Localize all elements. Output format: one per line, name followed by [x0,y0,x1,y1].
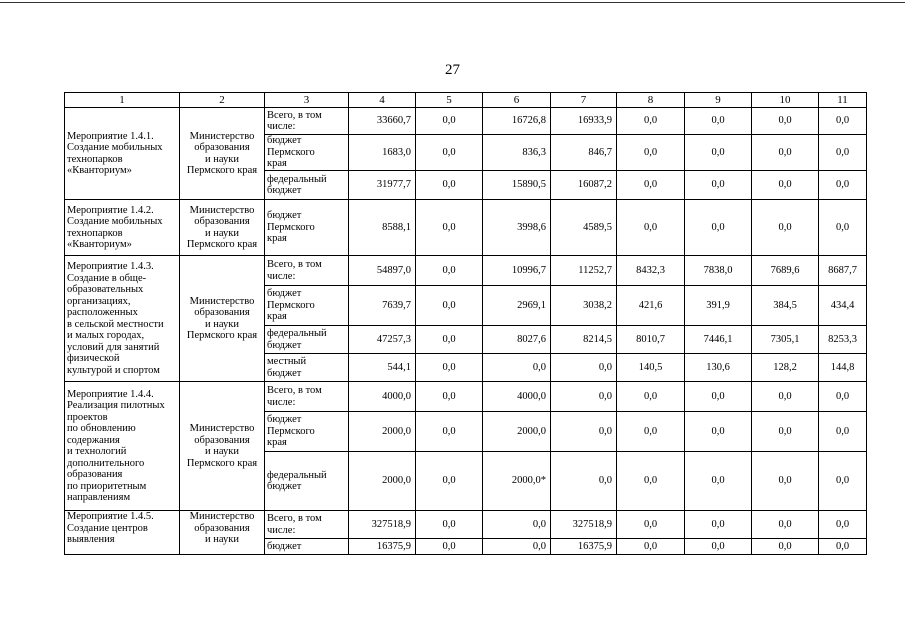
value-cell: 0,0 [819,135,867,171]
column-header: 2 [180,93,265,108]
cell-line: края [267,158,287,170]
cell-line: Создание мобильных [67,142,163,153]
table-row [65,108,867,135]
value-cell: 0,0 [617,108,685,135]
value-cell: 0,0 [685,539,752,555]
cell-line: по обновлению [67,423,136,434]
column-header: 11 [819,93,867,108]
cell-line: Создание центров [67,522,148,534]
cell-line: Пермского края [186,457,258,469]
cell-line: Всего, в том [267,513,322,524]
value-cell: 0,0 [752,382,819,412]
cell-line: Мероприятие 1.4.1. [67,130,154,142]
value-cell: 7305,1 [752,326,819,354]
column-header: 7 [551,93,617,108]
table-row [65,200,867,256]
value-cell: 4000,0 [349,382,416,412]
cell-line: технопарков [67,153,123,165]
value-cell: 0,0 [819,382,867,412]
cell-line: Министерство [189,423,255,434]
value-cell: 8027,6 [483,326,551,354]
cell-line: Пермского края [186,165,258,176]
cell-line: бюджет [267,339,302,351]
value-cell: 0,0 [551,452,617,511]
cell-line: направлениям [67,492,131,503]
value-cell: 0,0 [752,452,819,511]
value-cell: 0,0 [752,108,819,135]
value-cell: 0,0 [752,511,819,539]
value-cell: 0,0 [617,539,685,555]
value-cell: 1683,0 [349,135,416,171]
value-cell: 0,0 [819,452,867,511]
value-cell: 0,0 [416,171,483,200]
cell-line: бюджет [267,210,302,222]
cell-line: расположенных [67,307,138,318]
value-cell: 0,0 [685,412,752,452]
cell-line: культурой и спортом [67,364,160,376]
cell-line: Пермского края [186,330,258,341]
top-border-line [0,2,905,3]
value-cell: 0,0 [416,382,483,412]
value-cell: 0,0 [685,200,752,256]
value-cell: 8687,7 [819,256,867,286]
funding-source-cell [265,256,349,286]
funding-source-cell [265,135,349,171]
value-cell: 0,0 [685,452,752,511]
value-cell: 8214,5 [551,326,617,354]
value-cell: 846,7 [551,135,617,171]
value-cell: 0,0 [819,200,867,256]
cell-line: Мероприятие 1.4.4. [67,388,154,400]
value-cell: 0,0 [685,108,752,135]
cell-line: бюджет [267,481,302,492]
table-row [65,511,867,539]
cell-line: образования [194,216,250,227]
cell-line: выявления [67,534,115,545]
cell-line: края [267,233,287,245]
cell-line: бюджет [267,367,302,379]
cell-line: Пермского [267,299,315,311]
value-cell: 0,0 [416,412,483,452]
value-cell: 0,0 [551,382,617,412]
value-cell: 327518,9 [349,511,416,539]
value-cell: 0,0 [617,382,685,412]
value-cell: 0,0 [752,200,819,256]
cell-line: бюджет [267,185,302,196]
cell-line: Министерство [189,511,255,522]
value-cell: 0,0 [617,511,685,539]
cell-line: Мероприятие 1.4.5. [67,511,154,522]
cell-line: и технологий [67,446,127,457]
table-row [65,256,867,286]
value-cell: 54897,0 [349,256,416,286]
value-cell: 0,0 [617,412,685,452]
value-cell: 0,0 [617,452,685,511]
cell-line: Всего, в том [267,109,322,121]
value-cell: 0,0 [752,135,819,171]
value-cell: 11252,7 [551,256,617,286]
cell-line: проектов [67,411,108,423]
value-cell: 0,0 [819,171,867,200]
cell-line: и науки [205,534,239,545]
cell-line: бюджет [267,414,302,426]
value-cell: 0,0 [416,135,483,171]
cell-line: технопарков [67,227,123,239]
page-number: 27 [445,62,460,78]
value-cell: 0,0 [617,171,685,200]
value-cell: 0,0 [416,511,483,539]
cell-line: бюджет [267,540,302,552]
value-cell: 0,0 [483,539,551,555]
column-header: 6 [483,93,551,108]
executor-cell [180,256,265,382]
cell-line: федеральный [267,173,327,185]
event-name-cell [65,256,180,382]
value-cell: 8588,1 [349,200,416,256]
cell-line: края [267,437,287,449]
funding-source-cell [265,539,349,555]
funding-source-cell [265,354,349,382]
event-name-cell [65,511,180,555]
funding-source-cell [265,412,349,452]
value-cell: 0,0 [416,200,483,256]
value-cell: 0,0 [752,171,819,200]
value-cell: 0,0 [416,256,483,286]
value-cell: 7838,0 [685,256,752,286]
value-cell: 0,0 [752,412,819,452]
value-cell: 0,0 [416,452,483,511]
cell-line: числе: [267,524,296,536]
value-cell: 8010,7 [617,326,685,354]
cell-line: Пермского [267,425,315,437]
column-header: 3 [265,93,349,108]
value-cell: 4000,0 [483,382,551,412]
cell-line: бюджет [267,288,302,300]
cell-line: числе: [267,396,296,408]
value-cell: 0,0 [685,171,752,200]
value-cell: 7689,6 [752,256,819,286]
column-header: 8 [617,93,685,108]
cell-line: Министерство [189,204,255,216]
value-cell: 0,0 [617,200,685,256]
cell-line: и малых городах, [67,330,145,341]
value-cell: 16375,9 [349,539,416,555]
funding-source-cell [265,382,349,412]
funding-source-cell [265,326,349,354]
column-header: 1 [65,93,180,108]
value-cell: 2000,0 [349,412,416,452]
cell-line: дополнительного [67,457,145,469]
cell-line: федеральный [267,469,327,481]
funding-source-cell [265,511,349,539]
funding-source-cell [265,286,349,326]
value-cell: 7639,7 [349,286,416,326]
executor-cell [180,382,265,511]
cell-line: числе: [267,121,296,132]
value-cell: 10996,7 [483,256,551,286]
header-row [65,93,867,108]
value-cell: 0,0 [685,135,752,171]
funding-source-cell [265,200,349,256]
value-cell: 3038,2 [551,286,617,326]
column-header: 5 [416,93,483,108]
cell-line: в сельской местности [67,318,164,330]
table-row [65,382,867,412]
value-cell: 0,0 [483,511,551,539]
value-cell: 128,2 [752,354,819,382]
value-cell: 0,0 [551,412,617,452]
column-header: 10 [752,93,819,108]
cell-line: по приоритетным [67,480,147,492]
cell-line: бюджет [267,135,302,147]
value-cell: 327518,9 [551,511,617,539]
value-cell: 0,0 [819,412,867,452]
cell-line: образования [194,307,250,318]
value-cell: 0,0 [483,354,551,382]
value-cell: 31977,7 [349,171,416,200]
funding-source-cell [265,171,349,200]
cell-line: физической [67,353,120,364]
value-cell: 0,0 [819,539,867,555]
cell-line: образования [194,142,250,153]
value-cell: 0,0 [617,135,685,171]
cell-line: Создание в обще- [67,272,147,284]
value-cell: 0,0 [416,354,483,382]
value-cell: 16933,9 [551,108,617,135]
cell-line: образования [194,522,250,534]
cell-line: и науки [205,153,239,165]
value-cell: 16375,9 [551,539,617,555]
value-cell: 0,0 [416,539,483,555]
cell-line: и науки [205,227,239,239]
value-cell: 0,0 [752,539,819,555]
event-name-cell [65,200,180,256]
cell-line: условий для занятий [67,341,160,353]
value-cell: 0,0 [685,511,752,539]
value-cell: 0,0 [416,108,483,135]
column-header: 4 [349,93,416,108]
value-cell: 130,6 [685,354,752,382]
value-cell: 4589,5 [551,200,617,256]
cell-line: края [267,311,287,323]
value-cell: 7446,1 [685,326,752,354]
cell-line: образовательных [67,284,144,295]
cell-line: образования [194,434,250,446]
cell-line: Всего, в том [267,259,322,270]
executor-cell [180,108,265,200]
cell-line: Пермского [267,146,315,158]
executor-cell [180,200,265,256]
cell-line: и науки [205,446,239,457]
value-cell: 544,1 [349,354,416,382]
cell-line: Мероприятие 1.4.2. [67,204,154,216]
cell-line: «Кванториум» [67,239,132,250]
cell-line: Пермского края [186,239,258,250]
value-cell: 3998,6 [483,200,551,256]
value-cell: 0,0 [685,382,752,412]
value-cell: 0,0 [416,286,483,326]
event-name-cell [65,108,180,200]
event-name-cell [65,382,180,511]
cell-line: и науки [205,318,239,330]
value-cell: 8432,3 [617,256,685,286]
cell-line: Пермского [267,221,315,233]
cell-line: федеральный [267,328,327,339]
cell-line: Министерство [189,130,255,142]
cell-line: Реализация пилотных [67,400,165,411]
cell-line: Создание мобильных [67,216,163,227]
value-cell: 16087,2 [551,171,617,200]
value-cell: 140,5 [617,354,685,382]
column-header: 9 [685,93,752,108]
value-cell: 16726,8 [483,108,551,135]
value-cell: 0,0 [819,108,867,135]
cell-line: местный [267,356,307,367]
value-cell: 0,0 [416,326,483,354]
cell-line: Всего, в том [267,385,322,396]
funding-source-cell [265,452,349,511]
cell-line: организациях, [67,295,131,307]
value-cell: 2969,1 [483,286,551,326]
cell-line: образования [67,469,123,480]
value-cell: 2000,0 [349,452,416,511]
value-cell: 8253,3 [819,326,867,354]
cell-line: числе: [267,270,296,282]
cell-line: Министерство [189,295,255,307]
value-cell: 144,8 [819,354,867,382]
funding-source-cell [265,108,349,135]
value-cell: 384,5 [752,286,819,326]
value-cell: 0,0 [819,511,867,539]
value-cell: 15890,5 [483,171,551,200]
executor-cell [180,511,265,555]
value-cell: 421,6 [617,286,685,326]
value-cell: 47257,3 [349,326,416,354]
cell-line: Мероприятие 1.4.3. [67,261,154,272]
cell-line: «Кванториум» [67,165,132,176]
value-cell: 2000,0* [483,452,551,511]
budget-table [64,92,867,555]
value-cell: 434,4 [819,286,867,326]
value-cell: 0,0 [551,354,617,382]
value-cell: 2000,0 [483,412,551,452]
value-cell: 391,9 [685,286,752,326]
value-cell: 33660,7 [349,108,416,135]
value-cell: 836,3 [483,135,551,171]
cell-line: содержания [67,434,120,446]
